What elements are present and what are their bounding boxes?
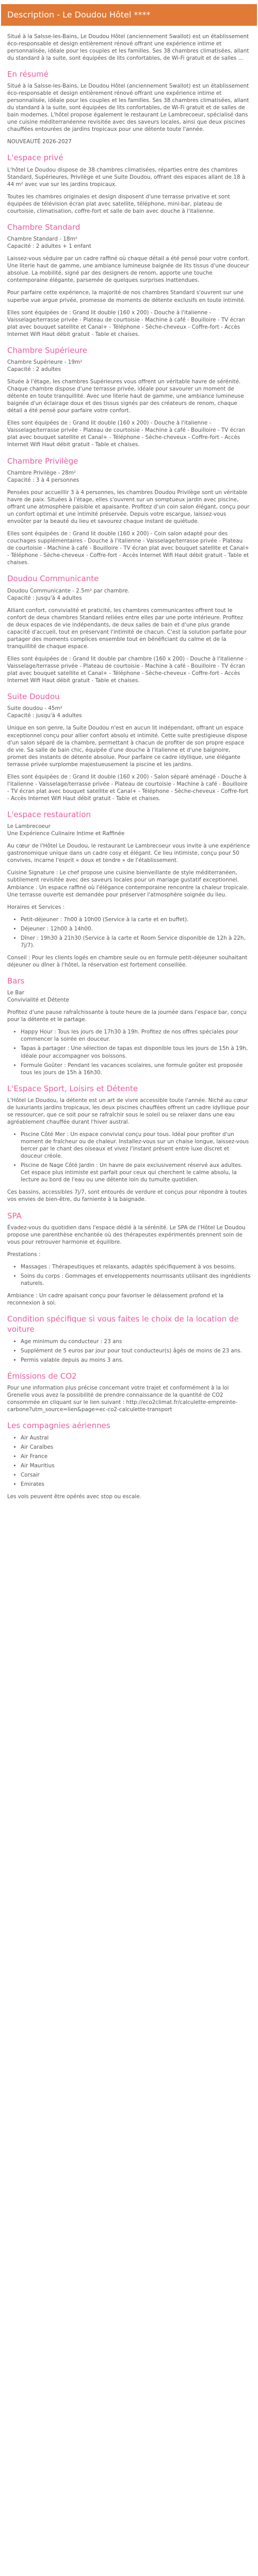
section-title: Condition spécifique si vous faites le choix de la location de voiture — [7, 1314, 239, 1334]
list-item: • Dîner : 19h30 à 21h30 (Service à la carte et Room Service disponible de 12h à 22h, 7j/7). — [21, 935, 251, 949]
paragraph: Laissez-vous séduire par un cadre raffiné où chaque détail a été pensé pour votre confort. Une literie haut de gamme, une ambiance lumineuse baignée de lits tissus d'une douceur absolue. La mobilité, signé par des designers de renom, apporte une touche contemporaine élégante, parsemée de quelques surprises inattendues. — [7, 256, 250, 284]
section-title: Chambre Standard — [7, 222, 80, 232]
list-item: • Air France — [21, 1453, 251, 1460]
section-title: Suite Doudou — [7, 692, 60, 702]
section-co2 — [7, 1371, 251, 1413]
paragraph: L'hôtel Le Doudou dispose de 38 chambres climatisées, réparties entre des chambres Standard, Supérieures, Privilège et une Suite Doudou, offrant des espaces allant de 18 à 44 m² avec vue sur les jardins tropicaux. — [7, 166, 246, 188]
section-title: Émissions de CO2 — [7, 1371, 77, 1381]
sections-container — [7, 69, 251, 1500]
section-conditions — [7, 1314, 251, 1364]
list-item: • Age minimum du conducteur : 23 ans — [21, 1338, 251, 1345]
paragraph: Ces bassins, accessibles 7j/7, sont entourés de verdure et conçus pour répondre à toutes vos envies de bien-être, du farniente à la baignade. — [7, 1189, 247, 1203]
paragraph: Pensées pour accueillir 3 à 4 personnes, les chambres Doudou Privilège sont un véritable havre de paix. Situées à l'étage, elles s'ouvrent sur un somptueux jardin avec piscine, offrant une atmosphère paisible et apaisante. Profitez d'un coin salon élégant, conçu pour un confort optimal et une intimité préservée. Depuis votre escargue, laissez-vous envoûter par la beauté du lieu et savourez chaque instant de quiétude. — [7, 489, 250, 525]
section-compagnies — [7, 1420, 251, 1500]
section-title: Chambre Supérieure — [7, 345, 88, 355]
section-suite — [7, 691, 251, 802]
list-item: • Tapas à partager : Une sélection de tapas est disponible tous les jours de 15h à 19h, idéale pour accompagner vos boissons. — [21, 1045, 251, 1059]
section-superieure — [7, 345, 251, 449]
section-privilege — [7, 456, 251, 567]
bar-offers-list — [7, 1028, 251, 1076]
section-standard — [7, 222, 251, 338]
paragraph: Suite doudou - 45m² Capacité : jusqu'à 4 adultes — [7, 705, 82, 719]
paragraph: Le Lambrecoeur Une Expérience Culinaire Intime et Raffinée — [7, 823, 125, 837]
section-communicante — [7, 573, 251, 684]
list-item: • Massages : Thérapeutiques et relaxants, adaptés spécifiquement à vos besoins. — [21, 1263, 251, 1270]
paragraph: Situé à la Salsse-les-Bains, Le Doudou Hôtel (anciennement Swallot) est un établissement éco-responsable et design entièrement rénové offrant une expérience intime et personnalisée, idéale pour les couples et les familles. Ses 38 chambres climatisées, allant du standard à la suite, sont équipées de lits confortables, de Wi-Fi gratuit et de salles de bain modernes. L'hôtel propose également le restaurant Le Lambrecoeur, spécialisé dans une cuisine méditerranéenne revisitée avec des saveurs locales, ainsi que deux piscines chauffées entourées de jardins tropicaux pour une détente toute l'année. — [7, 83, 249, 133]
list-item: • Happy Hour : Tous les jours de 17h30 à 19h. Profitez de nos offres spéciales pour commencer la soirée en douceur. — [21, 1028, 251, 1043]
paragraph: Elles sont équipées de : Grand lit double (160 x 200) - Coin salon adapté pour des couchages supplémentaires - Douche à l'italienne - Vaisselage/terrasse privée - Plateau de courtoisie - Machine à café - Bouilloire - TV écran plat avec bouquet satellite et Canal+ - Téléphone - Sèche-cheveux - Coffre-fort - Accès Internet Wifi Haut débit gratuit - Table et chaises. — [7, 531, 249, 566]
section-restauration — [7, 809, 251, 969]
page-title: Description - Le Doudou Hôtel **** — [1, 4, 257, 26]
list-item: • Permis valable depuis au moins 3 ans. — [21, 1357, 251, 1364]
spa-services-list — [7, 1263, 251, 1287]
paragraph: Pour parfaire cette expérience, la majorité de nos chambres Standard s'ouvrent sur une superbe vue argue privée, promesse de moments de détente exclusifs en toute intimité. — [7, 290, 246, 303]
paragraph: Chambre Standard - 18m² Capacité : 2 adultes + 1 enfant — [7, 236, 91, 250]
section-title: L'espace restauration — [7, 809, 91, 819]
section-title: Les compagnies aériennes — [7, 1421, 110, 1431]
paragraph: Unique en son genre, la Suite Doudou n'est en aucun lit indépendant, offrant un espace exceptionnel conçu pour allier confort absolu et intimité. Cette suite prestigieuse dispose d'un salon séparé de la chambre, permettant à chacun de profiter de son propre espace de vie. Sa salle de bain chic, équipée d'une douche à l'italienne et d'une baignoire, promet des instants de détente absolue. Pour parfaire ce cadre idyllique, une élégante terrasse privée surplombe majestueusement la piscine et les jardins. — [7, 725, 248, 768]
paragraph: Ambiance : Un cadre apaisant conçu pour favoriser le délassement profond et la reconnexion à soi. — [7, 1293, 224, 1307]
list-item: • Formule Goûter : Pendant les vacances scolaires, une formule goûter est proposée tous les jours de 15h à 16h30. — [21, 1062, 251, 1076]
paragraph: NOUVEAUTÉ 2026-2027 — [7, 139, 72, 145]
section-title: L'espace privé — [7, 153, 63, 163]
section-title: L'Espace Sport, Loisirs et Détente — [7, 1083, 138, 1093]
paragraph: Située à l'étage, les chambres Supérieures vous offrent un véritable havre de sérénité. Chaque chambre dispose d'une terrasse privée, idéale pour savourer un moment de détente en toute tranquillité. Avec une literie haut de gamme, une ambiance lumineuse baignée d'un éclairage doux et des tissus signés par des créateurs de renom, chaque détail a été pensé pour parfaire votre confort. — [7, 379, 244, 414]
paragraph: Évadez-vous du quotidien dans l'espace dédié à la sérénité. Le SPA de l'Hôtel Le Doudou propose une parenthèse enchantée où des thérapeutes expérimentés prennent soin de vous pour retrouver harmonie et équilibre. — [7, 1224, 246, 1245]
section-resume — [7, 69, 251, 146]
conditions-list — [7, 1338, 251, 1364]
list-item: • Air Austral — [21, 1434, 251, 1442]
description-content — [0, 33, 258, 1516]
paragraph: Elles sont équipées de : Grand lit double (160 x 200) - Salon séparé aménagé - Douche à l'italienne - Vaisselage/terrasse privée - Plateau de courtoisie - Machine à café - Bouilloire - TV écran plat avec bouquet satellite et Canal+ - Téléphone - Sèche-cheveux - Coffre-fort - Accès Internet Wifi Haut débit gratuit - Table et chaises. — [7, 773, 249, 802]
section-title: Bars — [7, 976, 25, 986]
paragraph: Prestations : — [7, 1251, 41, 1258]
paragraph: Chambre Privilège - 28m² Capacité : 3 à 4 personnes — [7, 469, 79, 483]
advice-text: Conseil : Pour les clients logés en chambre seule ou en formule petit-déjeuner souhaitant déjeuner ou dîner à l'hôtel, la réservation est fortement conseillée. — [7, 954, 248, 968]
list-item: • Supplément de 5 euros par jour pour tout conducteur(s) âgés de moins de 23 ans. — [21, 1347, 251, 1354]
paragraph: L'Hôtel Le Doudou, la détente est un art de vivre accessible toute l'année. Niché au cœur de luxuriants jardins tropicaux, les deux piscines chauffées offrent un cadre idyllique pour se ressourcer, que ce soit pour se rafraîchir sous le soleil ou se relaxer dans une eau agréablement chauffée durant l'hiver austral. — [7, 1097, 249, 1126]
paragraph: Horaires et Services : — [7, 904, 65, 910]
paragraph: Pour une information plus précise concernant votre trajet et conformément à la loi Grenelle vous avez la possibilité de prendre connaissance de la quantité de CO2 consommée en cliquant sur le lien suivant : http://eco2climat.fr/calculette-empreinte-carbone?utm_source=lien&page=ec-co2-calculette-transport — [7, 1385, 238, 1413]
paragraph: Toutes les chambres originales et design disposent d'une terrasse privative et sont équipées de télévision écran plat avec satellite, téléphone, mini-bar, plateau de courtoisie, climatisation, coffre-fort et salle de bain avec douche à l'italienne. — [7, 193, 230, 214]
section-lespace-prive — [7, 152, 251, 215]
list-item: • Piscine de Nage Côté Jardin : Un havre de paix exclusivement réservé aux adultes. Cet espace plus intimiste est parfait pour ceux qui cherchent le calme absolu, la lecture au bord de l'eau ou une détente loin du tumulte quotidien. — [21, 1162, 251, 1183]
paragraph: Elles sont équipées de : Grand lit double (160 x 200) - Douche à l'italienne - Vaisselage/terrasse privée - Plateau de courtoisie - Machine à café - Bouilloire - TV écran plat avec bouquet satellite et Canal+ - Téléphone - Sèche-cheveux - Coffre-fort - Accès Internet Wifi Haut débit gratuit - Table et chaises. — [7, 309, 245, 337]
list-item: • Piscine Côté Mer : Un espace convivial conçu pour tous. Idéal pour profiter d'un moment de fraîcheur ou de chaleur. Installez-vous sur un chaise longue, laissez-vous bercer par le chant des oiseaux et vivez l'instant présent entre luxe discret et douceur créole. — [21, 1131, 251, 1160]
airlines-list — [7, 1434, 251, 1488]
section-title: Chambre Privilège — [7, 456, 78, 466]
section-title: En résumé — [7, 69, 49, 79]
section-title: Doudou Communicante — [7, 574, 99, 584]
intro-text: Situé à la Salsse-les-Bains, Le Doudou Hôtel (anciennement Swallot) est un établissement éco-responsable et design entièrement rénové offrant une expérience intime et personnalisée, idéale pour les couples et les familles. Ses 38 chambres climatisées, allant du standard à la suite, sont équipées de lits confortables, de Wi-Fi gratuit et de salles ... — [7, 33, 249, 61]
list-item: • Soins du corps : Gommages et enveloppements nourrissants utilisant des ingrédients naturels. — [21, 1273, 251, 1287]
list-item: • Déjeuner : 12h00 à 14h00. — [21, 925, 251, 933]
airlines-note: Les vols peuvent être opérés avec stop ou escale. — [7, 1493, 141, 1500]
paragraph: Elles sont équipées de : Grand lit double (160 x 200) - Douche à l'italienne - Vaisselage/terrasse privée - Plateau de courtoisie - Machine à café - Bouilloire - TV écran plat avec bouquet satellite et Canal+ - Téléphone - Sèche-cheveux - Coffre-fort - Accès Internet Wifi Haut débit gratuit - Table et chaises. — [7, 420, 245, 448]
section-bars — [7, 976, 251, 1076]
paragraph: Au cœur de l'Hôtel Le Doudou, le restaurant Le Lambrecoeur vous invite à une expérience gastronomique unique dans un cadre cosy et élégant. Ce lieu intimiste, conçu pour 50 convives, incarne l'esprit « doux et tendre » de l'établissement. — [7, 843, 250, 864]
list-item: • Petit-déjeuner : 7h00 à 10h00 (Service à la carte et en buffet). — [21, 916, 251, 923]
paragraph: Doudou Communicante - 2.5m² par chambre. Capacité : jusqu'à 4 adultes — [7, 587, 130, 601]
hours-list — [7, 916, 251, 949]
list-item: • Emirates — [21, 1481, 251, 1488]
paragraph: Elles sont équipées de : Grand lit double par chambre (160 x 200) - Douche à l'italienne - Vaisselage/terrasse privée - Plateau de courtoisie - Machine à café - Bouilloire - TV écran plat avec bouquet satellite et Canal+ - Téléphone - Sèche-cheveux - Coffre-fort - Accès Internet Wifi Haut débit gratuit - Table et chaises. — [7, 655, 247, 684]
list-item: • Corsair — [21, 1471, 251, 1479]
list-item: • Air Mauritius — [21, 1462, 251, 1469]
paragraph: Profitez d'une pause rafraîchissante à toute heure de la journée dans l'espace bar, conçu pour la détente et le partage. — [7, 1009, 247, 1023]
section-sport — [7, 1083, 251, 1204]
paragraph: Cuisine Signature : Le chef propose une cuisine bienveillante de style méditerranéen, subtilement revisitée avec des saveurs locales pour un mariage gustatif exceptionnel. Ambiance : Un espace raffiné où l'élégance contemporaine rencontre la chaleur tropicale. Une terrasse ouverte est demandée pour préserver l'atmosphère soignée du lieu. — [7, 870, 249, 898]
list-item: • Air Caraïbes — [21, 1444, 251, 1451]
section-spa — [7, 1211, 251, 1307]
pools-list — [7, 1131, 251, 1183]
paragraph: Le Bar Convivialité et Détente — [7, 990, 69, 1004]
section-title: SPA — [7, 1211, 22, 1221]
paragraph: Alliant confort, convivialité et praticité, les chambres communicantes offrent tout le confort de deux chambres Standard reliées entre elles par une porte intérieure. Profitez de deux espaces de vie indépendants, de deux salles de bain et d'une plus grande capacité d'accueil, tout en préservant l'intimité de chacun. C'est la solution parfaite pour partager des moments complices ensemble tout en bénéficiant du calme et de la tranquillité de chaque espace. — [7, 607, 247, 650]
paragraph: Chambre Supérieure - 19m² Capacité : 2 adultes — [7, 359, 83, 373]
